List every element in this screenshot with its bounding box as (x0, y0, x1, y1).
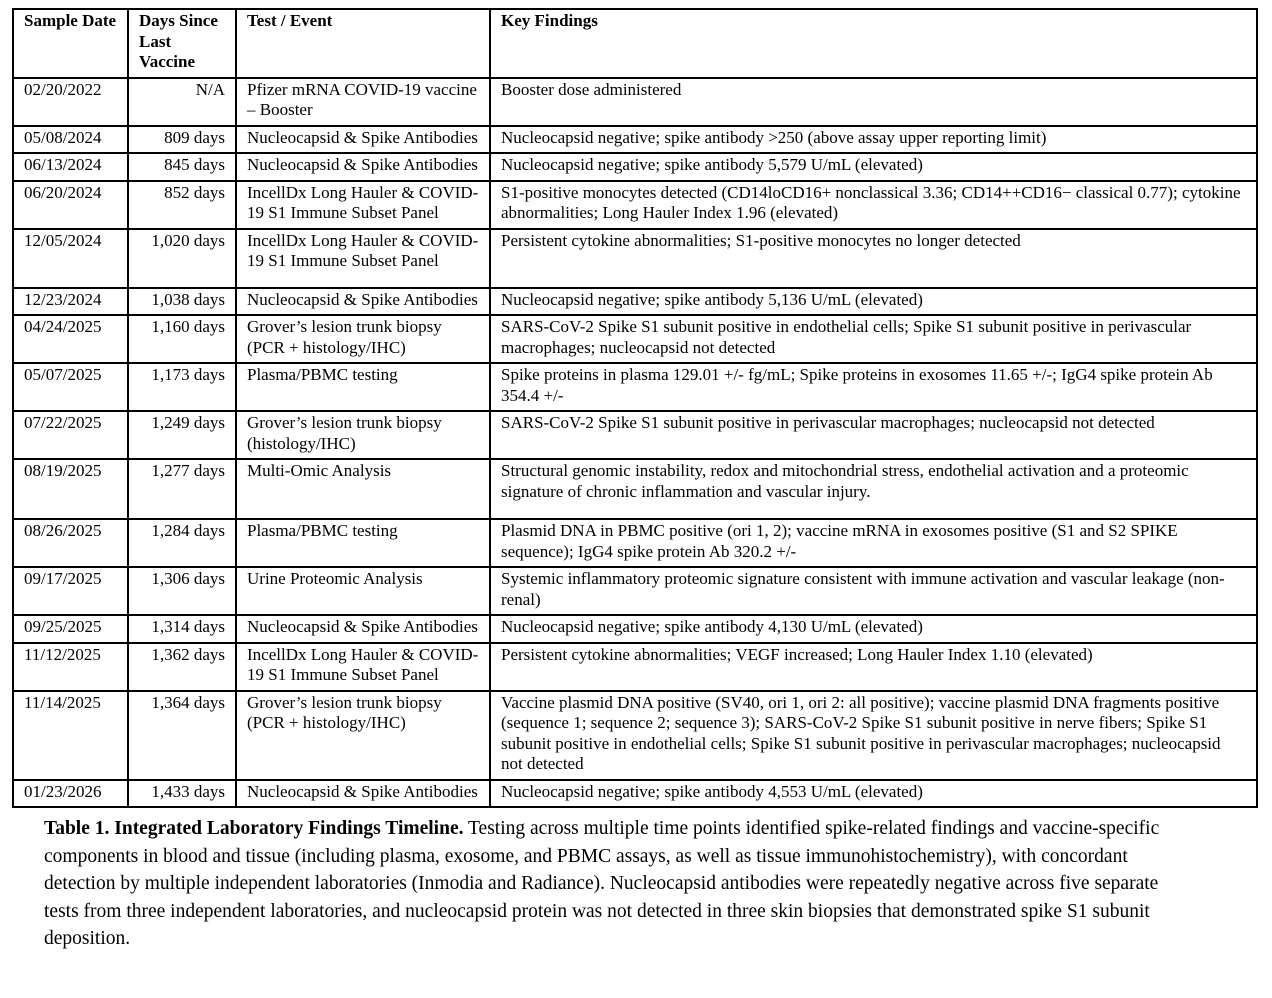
test-event-cell: Grover’s lesion trunk biopsy (histology/IHC) (236, 411, 490, 459)
table-row (13, 567, 1257, 615)
days-since-vaccine-cell: 1,038 days (128, 288, 236, 316)
key-findings-cell: SARS-CoV-2 Spike S1 subunit positive in endothelial cells; Spike S1 subunit positive in perivascular macrophages; nucleocapsid not detected (490, 315, 1257, 363)
days-since-vaccine-cell: 1,364 days (128, 691, 236, 780)
test-event-cell: IncellDx Long Hauler & COVID-19 S1 Immune Subset Panel (236, 229, 490, 288)
days-since-vaccine-cell: 1,277 days (128, 459, 236, 519)
days-since-vaccine-cell: 1,284 days (128, 519, 236, 567)
sample-date-cell: 11/12/2025 (13, 643, 128, 691)
days-since-vaccine-cell: 1,306 days (128, 567, 236, 615)
key-findings-cell: Spike proteins in plasma 129.01 +/- fg/mL; Spike proteins in exosomes 11.65 +/-; IgG4 spike protein Ab 354.4 +/- (490, 363, 1257, 411)
table-row (13, 126, 1257, 154)
test-event-cell: Plasma/PBMC testing (236, 363, 490, 411)
table-caption (44, 815, 1164, 953)
sample-date-cell: 09/17/2025 (13, 567, 128, 615)
table-row (13, 153, 1257, 181)
test-event-cell: IncellDx Long Hauler & COVID-19 S1 Immune Subset Panel (236, 643, 490, 691)
header-sample-date: Sample Date (13, 9, 128, 78)
table-row (13, 519, 1257, 567)
key-findings-cell: Nucleocapsid negative; spike antibody 4,553 U/mL (elevated) (490, 780, 1257, 808)
test-event-cell: Multi-Omic Analysis (236, 459, 490, 519)
days-since-vaccine-cell: 1,249 days (128, 411, 236, 459)
table-header-row (13, 9, 1257, 78)
key-findings-cell: Systemic inflammatory proteomic signature consistent with immune activation and vascular leakage (non-renal) (490, 567, 1257, 615)
sample-date-cell: 08/19/2025 (13, 459, 128, 519)
key-findings-cell: Nucleocapsid negative; spike antibody >250 (above assay upper reporting limit) (490, 126, 1257, 154)
test-event-cell: Nucleocapsid & Spike Antibodies (236, 153, 490, 181)
sample-date-cell: 06/13/2024 (13, 153, 128, 181)
header-days-since-vaccine: Days Since Last Vaccine (128, 9, 236, 78)
header-key-findings: Key Findings (490, 9, 1257, 78)
test-event-cell: Grover’s lesion trunk biopsy (PCR + histology/IHC) (236, 691, 490, 780)
days-since-vaccine-cell: 1,173 days (128, 363, 236, 411)
sample-date-cell: 04/24/2025 (13, 315, 128, 363)
table-row (13, 780, 1257, 808)
sample-date-cell: 07/22/2025 (13, 411, 128, 459)
days-since-vaccine-cell: N/A (128, 78, 236, 126)
sample-date-cell: 11/14/2025 (13, 691, 128, 780)
table-row (13, 288, 1257, 316)
table-row (13, 315, 1257, 363)
key-findings-cell: Nucleocapsid negative; spike antibody 5,579 U/mL (elevated) (490, 153, 1257, 181)
table-row (13, 411, 1257, 459)
key-findings-cell: Nucleocapsid negative; spike antibody 5,136 U/mL (elevated) (490, 288, 1257, 316)
lab-findings-table (12, 8, 1258, 808)
sample-date-cell: 12/23/2024 (13, 288, 128, 316)
sample-date-cell: 05/07/2025 (13, 363, 128, 411)
test-event-cell: Nucleocapsid & Spike Antibodies (236, 615, 490, 643)
key-findings-cell: S1-positive monocytes detected (CD14loCD16+ nonclassical 3.36; CD14++CD16− classical 0.77); cytokine abnormalities; Long Hauler Index 1.96 (elevated) (490, 181, 1257, 229)
key-findings-cell: Nucleocapsid negative; spike antibody 4,130 U/mL (elevated) (490, 615, 1257, 643)
test-event-cell: Urine Proteomic Analysis (236, 567, 490, 615)
table-row (13, 691, 1257, 780)
test-event-cell: IncellDx Long Hauler & COVID-19 S1 Immune Subset Panel (236, 181, 490, 229)
key-findings-cell: Vaccine plasmid DNA positive (SV40, ori 1, ori 2: all positive); vaccine plasmid DNA fragments positive (sequence 1; sequence 2; sequence 3); SARS-CoV-2 Spike S1 subunit positive in nerve fibers; Spike S1 subunit positive in endothelial cells; Spike S1 subunit positive in perivascular macrophages; nucleocapsid not detected (490, 691, 1257, 780)
table-row (13, 615, 1257, 643)
days-since-vaccine-cell: 845 days (128, 153, 236, 181)
days-since-vaccine-cell: 1,362 days (128, 643, 236, 691)
sample-date-cell: 08/26/2025 (13, 519, 128, 567)
test-event-cell: Nucleocapsid & Spike Antibodies (236, 126, 490, 154)
sample-date-cell: 06/20/2024 (13, 181, 128, 229)
sample-date-cell: 02/20/2022 (13, 78, 128, 126)
key-findings-cell: SARS-CoV-2 Spike S1 subunit positive in perivascular macrophages; nucleocapsid not detected (490, 411, 1257, 459)
sample-date-cell: 01/23/2026 (13, 780, 128, 808)
key-findings-cell: Booster dose administered (490, 78, 1257, 126)
test-event-cell: Pfizer mRNA COVID-19 vaccine – Booster (236, 78, 490, 126)
table-row (13, 643, 1257, 691)
days-since-vaccine-cell: 852 days (128, 181, 236, 229)
days-since-vaccine-cell: 1,160 days (128, 315, 236, 363)
table-row (13, 229, 1257, 288)
table-row (13, 459, 1257, 519)
key-findings-cell: Structural genomic instability, redox and mitochondrial stress, endothelial activation and a proteomic signature of chronic inflammation and vascular injury. (490, 459, 1257, 519)
test-event-cell: Nucleocapsid & Spike Antibodies (236, 780, 490, 808)
sample-date-cell: 09/25/2025 (13, 615, 128, 643)
days-since-vaccine-cell: 1,433 days (128, 780, 236, 808)
days-since-vaccine-cell: 809 days (128, 126, 236, 154)
sample-date-cell: 05/08/2024 (13, 126, 128, 154)
key-findings-cell: Persistent cytokine abnormalities; S1-positive monocytes no longer detected (490, 229, 1257, 288)
test-event-cell: Grover’s lesion trunk biopsy (PCR + histology/IHC) (236, 315, 490, 363)
table-row (13, 181, 1257, 229)
caption-title: Table 1. Integrated Laboratory Findings Timeline. (44, 818, 464, 839)
table-row (13, 363, 1257, 411)
header-test-event: Test / Event (236, 9, 490, 78)
days-since-vaccine-cell: 1,314 days (128, 615, 236, 643)
days-since-vaccine-cell: 1,020 days (128, 229, 236, 288)
test-event-cell: Plasma/PBMC testing (236, 519, 490, 567)
key-findings-cell: Persistent cytokine abnormalities; VEGF increased; Long Hauler Index 1.10 (elevated) (490, 643, 1257, 691)
key-findings-cell: Plasmid DNA in PBMC positive (ori 1, 2); vaccine mRNA in exosomes positive (S1 and S2 SPIKE sequence); IgG4 spike protein Ab 320.2 +/- (490, 519, 1257, 567)
caption-body: Testing across multiple time points identified spike-related findings and vaccine-specific components in blood and tissue (including plasma, exosome, and PBMC assays, as well as tissue immunohistochemistry), with concordant detection by multiple independent laboratories (Inmodia and Radiance). Nucleocapsid antibodies were repeatedly negative across five separate tests from three independent laboratories, and nucleocapsid protein was not detected in three skin biopsies that demonstrated spike S1 subunit deposition. (44, 818, 1160, 949)
findings-table-body (13, 78, 1257, 808)
test-event-cell: Nucleocapsid & Spike Antibodies (236, 288, 490, 316)
sample-date-cell: 12/05/2024 (13, 229, 128, 288)
table-row (13, 78, 1257, 126)
